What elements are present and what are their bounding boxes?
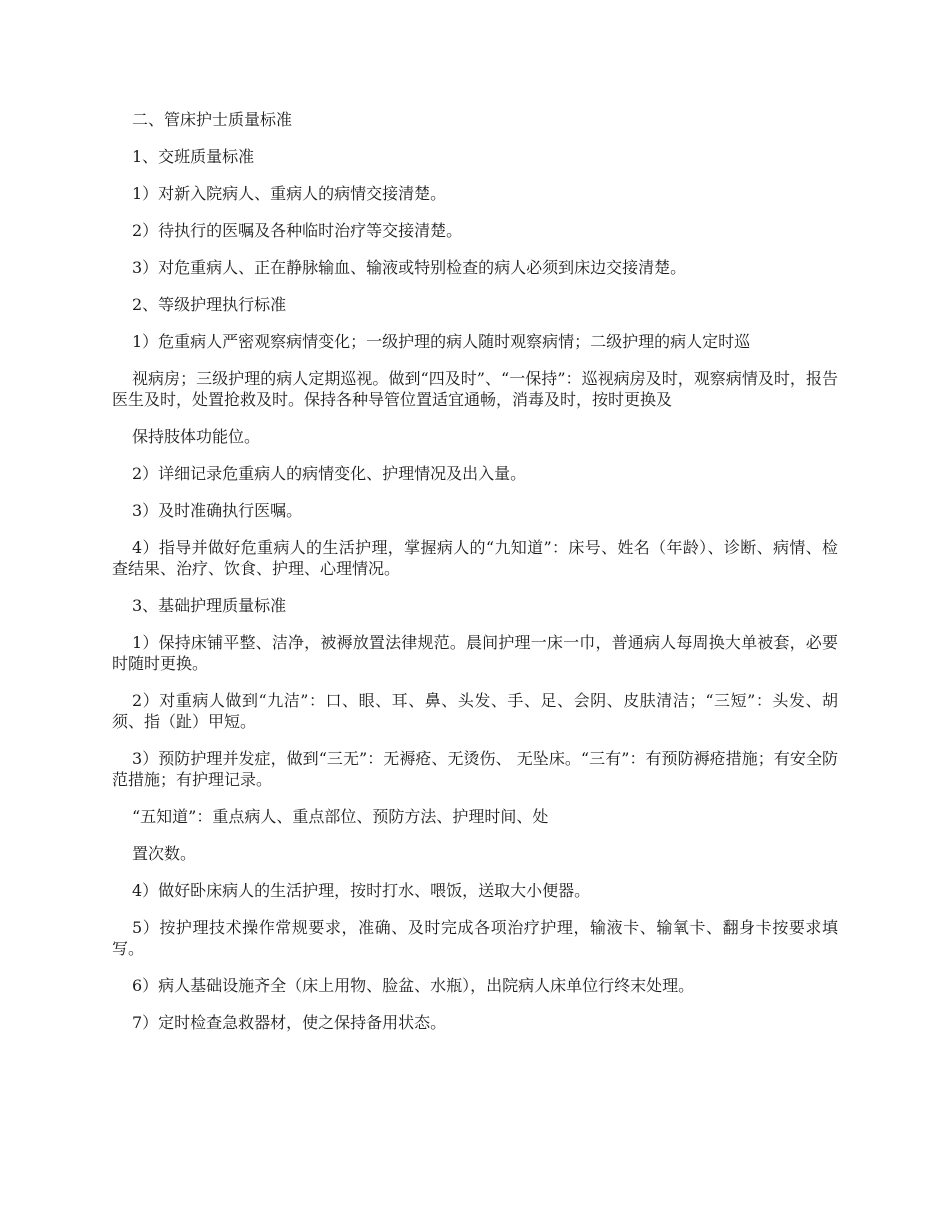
- paragraph: 置次数。: [132, 844, 197, 863]
- paragraph: 3）对危重病人、正在静脉输血、输液或特别检查的病人必须到床边交接清楚。: [132, 258, 687, 277]
- paragraph: 3）预防护理并发症，做到“三无”：无褥疮、无烫伤、 无坠床。“三有”：有预防褥疮措施；有安全防范措施；有护理记录。: [112, 749, 838, 789]
- paragraph: 3）及时准确执行医嘱。: [132, 501, 303, 520]
- paragraph: 1）危重病人严密观察病情变化；一级护理的病人随时观察病情；二级护理的病人定时巡: [132, 332, 751, 351]
- section-heading: 二、管床护士质量标准: [132, 110, 293, 129]
- paragraph: 保持肢体功能位。: [132, 427, 261, 446]
- paragraph: 2）对重病人做到“九洁”：口、眼、耳、鼻、头发、手、足、会阴、皮肤清洁；“三短”：头发、胡须、指（趾）甲短。: [112, 691, 838, 731]
- subsection-heading: 3、基础护理质量标准: [132, 596, 287, 615]
- paragraph: 1）对新入院病人、重病人的病情交接清楚。: [132, 184, 447, 203]
- paragraph: 2）待执行的医嘱及各种临时治疗等交接清楚。: [132, 221, 463, 240]
- paragraph: 5）按护理技术操作常规要求，准确、及时完成各项治疗护理，输液卡、输氧卡、翻身卡按要求填写。: [112, 918, 838, 958]
- document-body: [112, 109, 838, 1049]
- paragraph: 视病房；三级护理的病人定期巡视。做到“四及时”、“一保持”：巡视病房及时，观察病情及时，报告医生及时，处置抢救及时。保持各种导管位置适宜通畅，消毒及时，按时更换及: [112, 369, 838, 409]
- paragraph: 7）定时检查急救器材，使之保持备用状态。: [132, 1013, 447, 1032]
- paragraph: 1）保持床铺平整、洁净，被褥放置法律规范。晨间护理一床一巾，普通病人每周换大单被套，必要时随时更换。: [112, 633, 838, 673]
- paragraph: “五知道”：重点病人、重点部位、预防方法、护理时间、处: [132, 807, 549, 826]
- subsection-heading: 1、交班质量标准: [132, 147, 255, 166]
- paragraph: 4）指导并做好危重病人的生活护理，掌握病人的“九知道”：床号、姓名（年龄）、诊断、病情、检查结果、治疗、饮食、护理、心理情况。: [112, 538, 838, 578]
- paragraph: 2）详细记录危重病人的病情变化、护理情况及出入量。: [132, 464, 527, 483]
- paragraph: 4）做好卧床病人的生活护理，按时打水、喂饭，送取大小便器。: [132, 881, 591, 900]
- subsection-heading: 2、等级护理执行标准: [132, 295, 287, 314]
- paragraph: 6）病人基础设施齐全（床上用物、脸盆、水瓶），出院病人床单位行终末处理。: [132, 976, 695, 995]
